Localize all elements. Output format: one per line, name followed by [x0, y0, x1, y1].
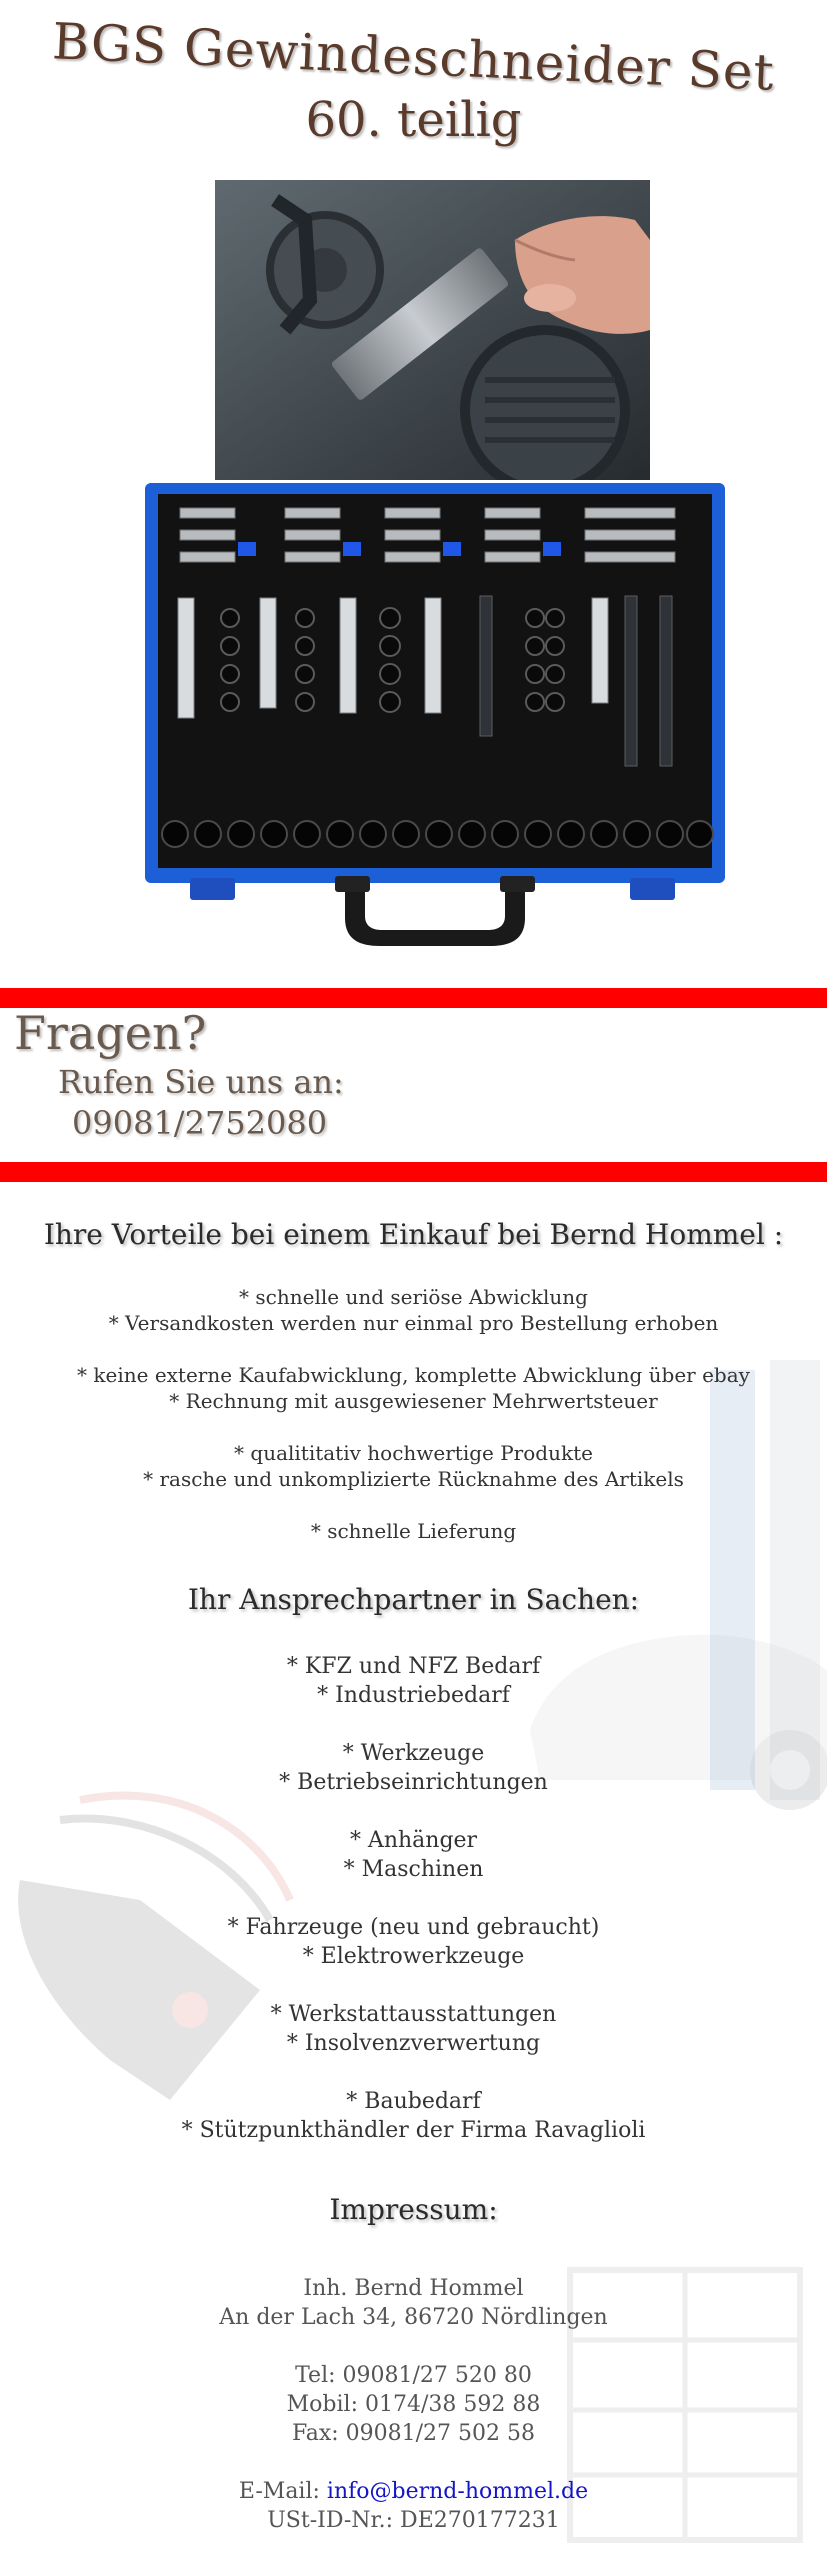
list-item: * Anhänger: [349, 1828, 478, 1853]
list-item: * Maschinen: [343, 1857, 484, 1882]
list-item: * Industriebedarf: [317, 1683, 510, 1708]
address: An der Lach 34, 86720 Nördlingen: [219, 2305, 608, 2330]
list-item: * Werkstattausstattungen: [270, 2002, 557, 2027]
contact-partner-list: [0, 1652, 827, 2145]
owner-name: Inh. Bernd Hommel: [303, 2276, 524, 2301]
list-item: * Elektrowerkzeuge: [302, 1944, 525, 1969]
list-item: * KFZ und NFZ Bedarf: [286, 1654, 541, 1679]
list-item: * Betriebseinrichtungen: [279, 1770, 548, 1795]
list-item: * Werkzeuge: [342, 1741, 485, 1766]
email-link[interactable]: info@bernd-hommel.de: [326, 2479, 589, 2504]
page-subtitle: 60. teilig: [305, 92, 522, 148]
banner-divider-bottom: [0, 1162, 827, 1182]
call-us-text: Rufen Sie uns an:: [58, 1063, 344, 1101]
email-row: [0, 2477, 827, 2506]
phone-number: 09081/2752080: [72, 1104, 328, 1142]
vat-id: USt-ID-Nr.: DE270177231: [267, 2508, 560, 2533]
page-title: BGS Gewindeschneider Set: [51, 12, 776, 102]
contact-partner-heading: Ihr Ansprechpartner in Sachen:: [187, 1583, 640, 1616]
advantages-heading: Ihre Vorteile bei einem Einkauf bei Bernd Hommel :: [43, 1218, 784, 1251]
banner-divider-top: [0, 988, 827, 1008]
list-item: * keine externe Kaufabwicklung, komplette Abwicklung über ebay: [77, 1363, 750, 1387]
list-item: * Baubedarf: [346, 2089, 481, 2114]
list-item: * schnelle und seriöse Abwicklung: [239, 1285, 588, 1309]
toolcase-icon: [140, 478, 730, 956]
product-photo-icon: [215, 180, 650, 480]
list-item: * schnelle Lieferung: [310, 1519, 517, 1543]
advantages-list: [0, 1284, 827, 1544]
impressum-heading: Impressum:: [329, 2193, 498, 2226]
list-item: * Rechnung mit ausgewiesener Mehrwertsteuer: [169, 1389, 658, 1413]
list-item: * Versandkosten werden nur einmal pro Bestellung erhoben: [108, 1311, 719, 1335]
list-item: * Insolvenzverwertung: [286, 2031, 541, 2056]
list-item: * Stützpunkthändler der Firma Ravaglioli: [181, 2118, 646, 2143]
question-heading: Fragen?: [14, 1006, 207, 1060]
email-label: E-Mail:: [238, 2479, 327, 2504]
mobile-phone: Mobil: 0174/38 592 88: [286, 2392, 541, 2417]
list-item: * qualititativ hochwertige Produkte: [234, 1441, 593, 1465]
telephone: Tel: 09081/27 520 80: [295, 2363, 532, 2388]
impressum-block: [0, 2274, 827, 2535]
fax: Fax: 09081/27 502 58: [291, 2421, 536, 2446]
list-item: * rasche und unkomplizierte Rücknahme des Artikels: [143, 1467, 684, 1491]
list-item: * Fahrzeuge (neu und gebraucht): [227, 1915, 600, 1940]
